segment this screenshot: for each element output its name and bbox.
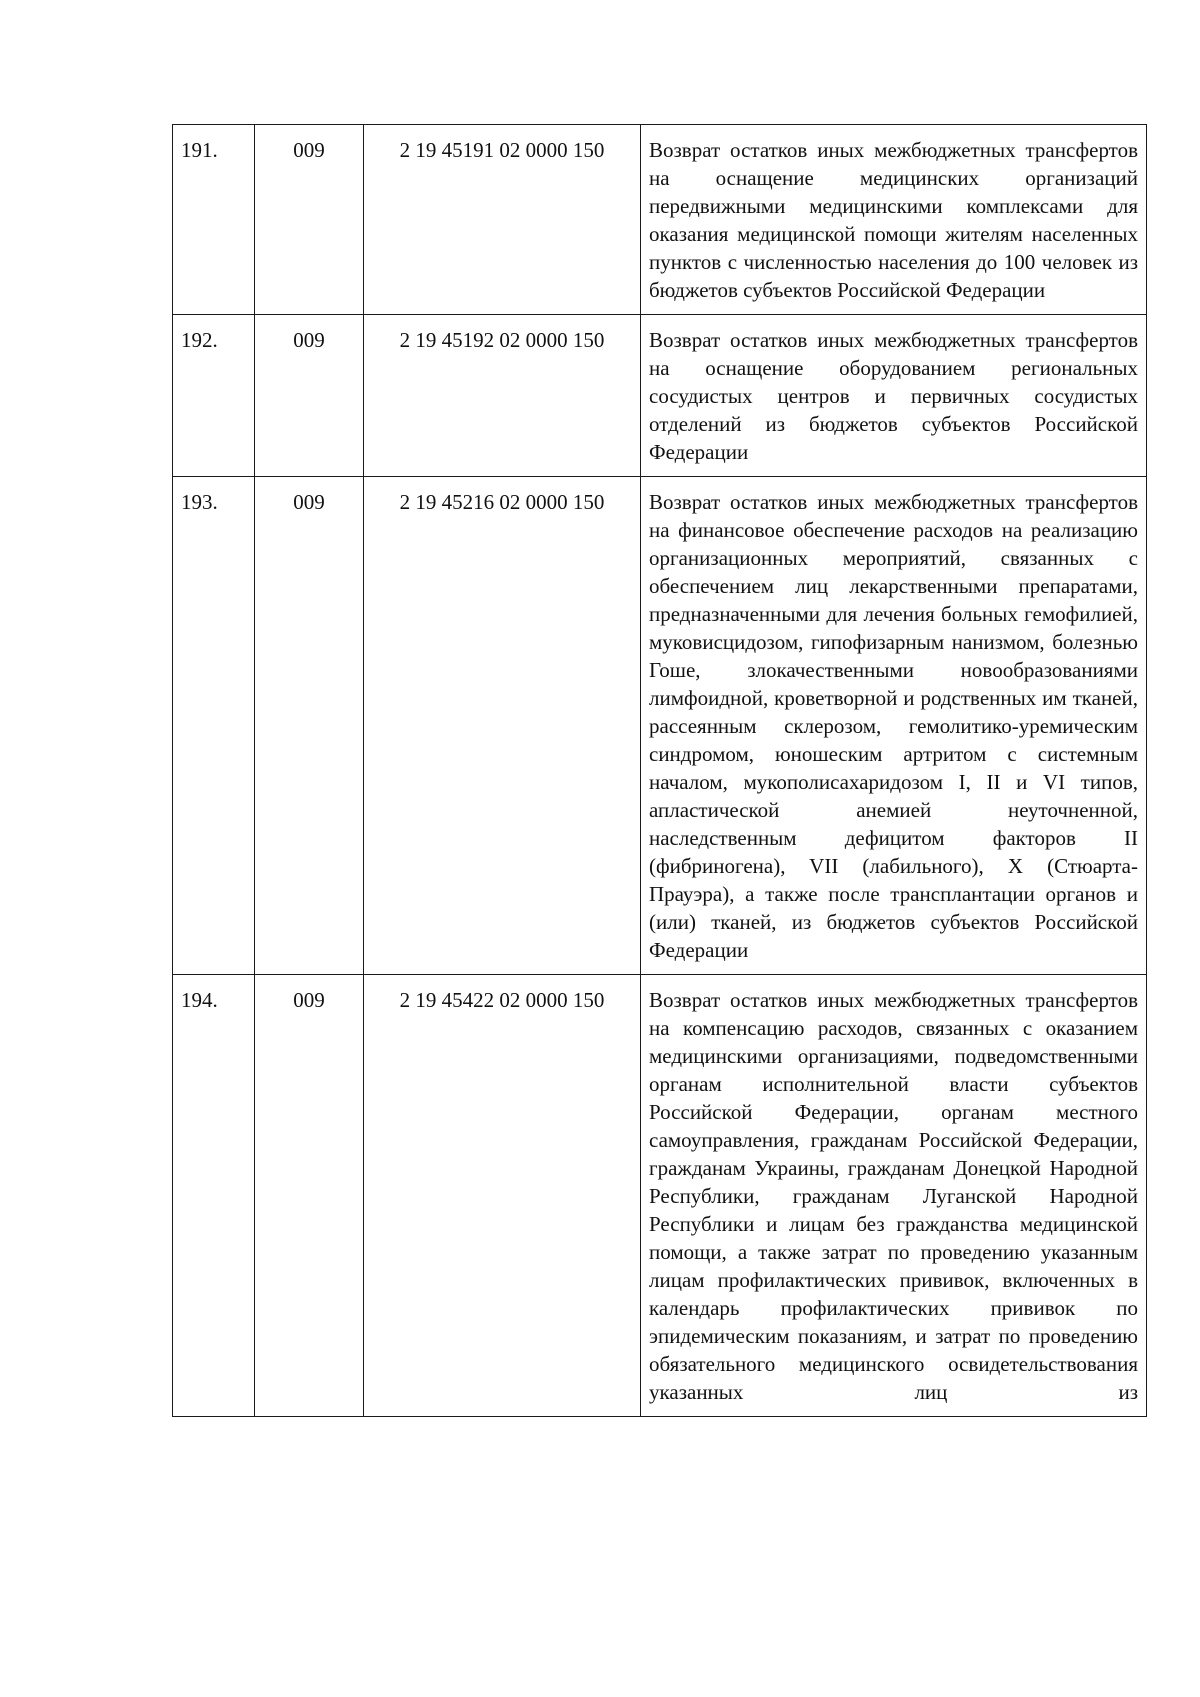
income-code: 2 19 45216 02 0000 150 [364,477,641,975]
table-row [173,477,1147,975]
income-code: 2 19 45422 02 0000 150 [364,975,641,1417]
income-code: 2 19 45191 02 0000 150 [364,125,641,315]
table-row [173,975,1147,1417]
row-description: Возврат остатков иных межбюджетных трансфертов на компенсацию расходов, связанных с оказанием медицинскими организациями, подведомственными органам исполнительной власти субъектов Российской Федерации, органам местного самоуправления, гражданам Российской Федерации, гражданам Украины, гражданам Донецкой Народной Республики, гражданам Луганской Народной Республики и лицам без гражданства медицинской помощи, а также затрат по проведению указанным лицам профилактических прививок, включенных в календарь профилактических прививок по эпидемическим показаниям, и затрат по проведению обязательного медицинского освидетельствования указанных лиц из [641,975,1147,1417]
table-row [173,125,1147,315]
table-row [173,315,1147,477]
admin-code: 009 [255,125,364,315]
row-number: 193. [173,477,255,975]
row-description: Возврат остатков иных межбюджетных трансфертов на оснащение медицинских организаций передвижными медицинскими комплексами для оказания медицинской помощи жителям населенных пунктов с численностью населения до 100 человек из бюджетов субъектов Российской Федерации [641,125,1147,315]
row-number: 191. [173,125,255,315]
budget-codes-table [172,124,1147,1417]
income-code: 2 19 45192 02 0000 150 [364,315,641,477]
admin-code: 009 [255,477,364,975]
row-description: Возврат остатков иных межбюджетных трансфертов на финансовое обеспечение расходов на реализацию организационных мероприятий, связанных с обеспечением лиц лекарственными препаратами, предназначенными для лечения больных гемофилией, муковисцидозом, гипофизарным нанизмом, болезнью Гоше, злокачественными новообразованиями лимфоидной, кроветворной и родственных им тканей, рассеянным склерозом, гемолитико-уремическим синдромом, юношеским артритом с системным началом, мукополисахаридозом I, II и VI типов, апластической анемией неуточненной, наследственным дефицитом факторов II (фибриногена), VII (лабильного), X (Стюарта-Прауэра), а также после трансплантации органов и (или) тканей, из бюджетов субъектов Российской Федерации [641,477,1147,975]
admin-code: 009 [255,975,364,1417]
row-description: Возврат остатков иных межбюджетных трансфертов на оснащение оборудованием региональных сосудистых центров и первичных сосудистых отделений из бюджетов субъектов Российской Федерации [641,315,1147,477]
row-number: 192. [173,315,255,477]
admin-code: 009 [255,315,364,477]
row-number: 194. [173,975,255,1417]
